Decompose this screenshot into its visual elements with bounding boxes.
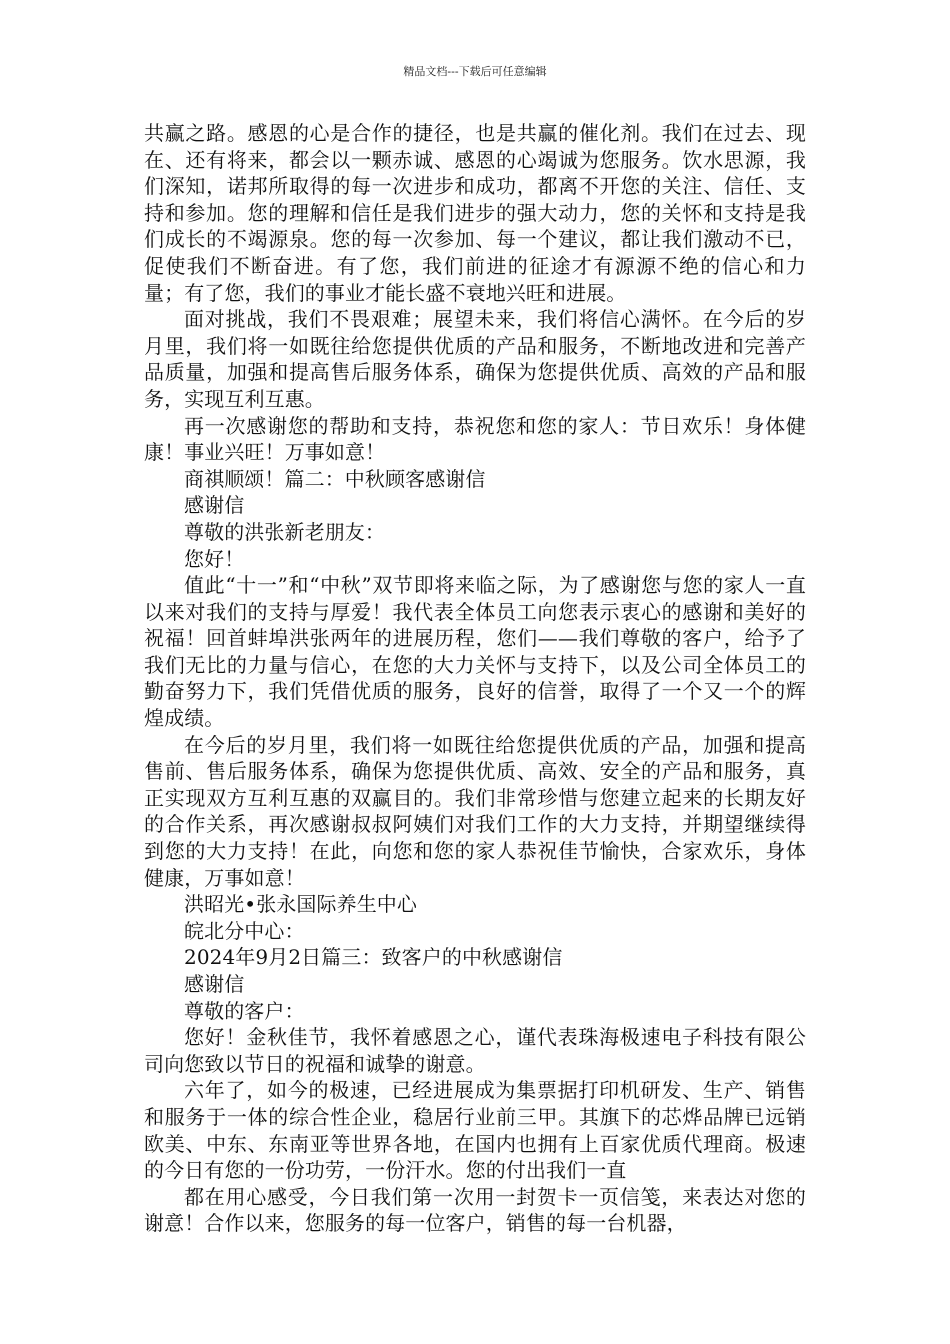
paragraph: 2024年9月2日篇三：致客户的中秋感谢信 [184,945,563,970]
paragraph: 您好！金秋佳节，我怀着感恩之心，谨代表珠海极速电子科技有限公司向您致以节日的祝福和诚挚的谢意。 [144,1025,806,1076]
paragraph: 皖北分中心： [184,918,305,943]
paragraph: 在今后的岁月里，我们将一如既往给您提供优质的产品，加强和提高售前、售后服务体系，确保为您提供优质、高效、安全的产品和服务，真正实现双方互利互惠的双赢目的。我们非常珍惜与您建立起来的长期友好的合作关系，再次感谢叔叔阿姨们对我们工作的大力支持，并期望继续得到您的大力支持！在此，向您和您的家人恭祝佳节愉快，合家欢乐，身体健康，万事如意！ [144,732,806,890]
paragraph: 感谢信 [184,493,245,518]
paragraph: 您好！ [184,546,245,571]
paragraph: 感谢信 [184,972,245,996]
paragraph: 共赢之路。感恩的心是合作的捷径，也是共赢的催化剂。我们在过去、现在、还有将来，都会以一颗赤诚、感恩的心竭诚为您服务。饮水思源，我们深知，诺邦所取得的每一次进步和成功，都离不开您的关注、信任、支持和参加。您的理解和信任是我们进步的强大动力，您的关怀和支持是我们成长的不竭源泉。您的每一次参加、每一个建议，都让我们激动不已，促使我们不断奋进。有了您，我们前进的征途才有源源不绝的信心和力量；有了您，我们的事业才能长盛不衰地兴旺和进展。 [144,121,806,305]
paragraph: 商祺顺颂！篇二：中秋顾客感谢信 [184,466,486,491]
paragraph: 值此“十一”和“中秋”双节即将来临之际，为了感谢您与您的家人一直以来对我们的支持与厚爱！我代表全体员工向您表示衷心的感谢和美好的祝福！回首蚌埠洪张两年的进展历程，您们——我们尊敬的客户，给予了我们无比的力量与信心，在您的大力关怀与支持下，以及公司全体员工的勤奋努力下，我们凭借优质的服务，良好的信誉，取得了一个又一个的辉煌成绩。 [144,573,806,731]
paragraph: 尊敬的客户： [184,998,305,1023]
paragraph: 再一次感谢您的帮助和支持，恭祝您和您的家人：节日欢乐！身体健康！事业兴旺！万事如意！ [144,413,806,465]
paragraph: 都在用心感受，今日我们第一次用一封贺卡一页信笺，来表达对您的谢意！合作以来，您服务的每一位客户，销售的每一台机器， [144,1184,806,1236]
paragraph: 面对挑战，我们不畏艰难；展望未来，我们将信心满怀。在今后的岁月里，我们将一如既往给您提供优质的产品和服务，不断地改进和完善产品质量，加强和提高售后服务体系，确保为您提供优质、高效的产品和服务，实现互利互惠。 [144,307,806,411]
page-header: 精品文档---下载后可任意编辑 [403,65,547,78]
paragraph: 尊敬的洪张新老朋友： [184,519,385,544]
paragraph: 六年了，如今的极速，已经进展成为集票据打印机研发、生产、销售和服务于一体的综合性企业，稳居行业前三甲。其旗下的芯烨品牌已远销欧美、中东、东南亚等世界各地，在国内也拥有上百家优质代理商。极速的今日有您的一份功劳，一份汗水。您的付出我们一直 [144,1078,806,1183]
paragraph: 洪昭光•张永国际养生中心 [184,892,417,917]
document-body [144,120,806,1237]
